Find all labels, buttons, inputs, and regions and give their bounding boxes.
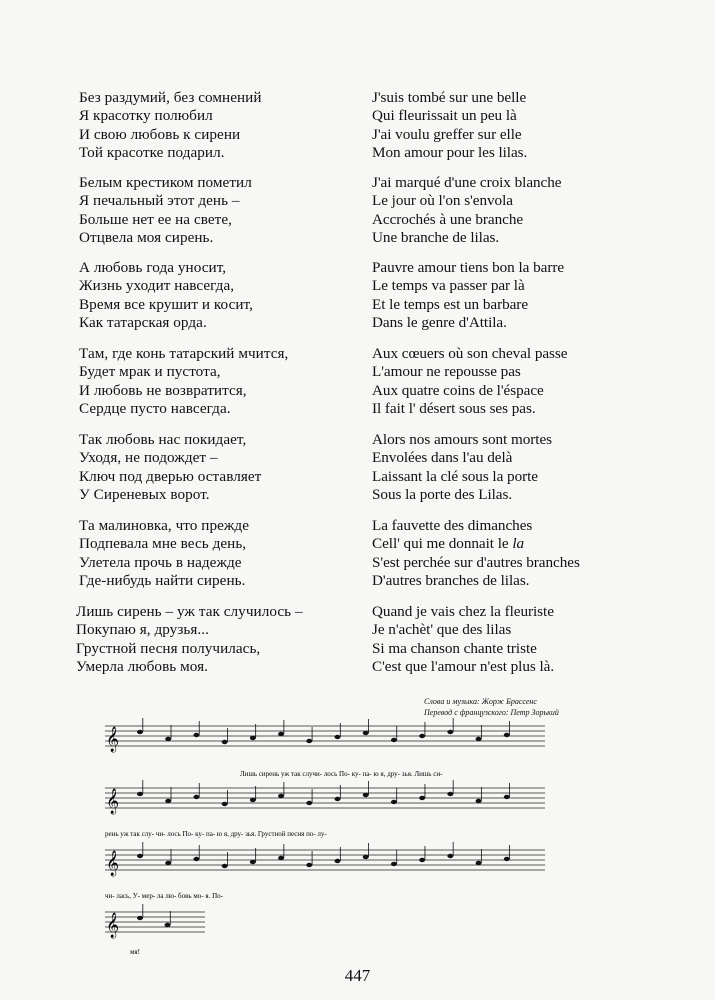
note-head <box>504 733 510 737</box>
verse-line: Покупаю я, друзья... <box>76 621 209 639</box>
verse-line: Время все крушит и косит, <box>79 295 253 313</box>
verse-line: Si ma chanson chante triste <box>372 639 537 657</box>
stanza-fr-7 <box>372 603 554 676</box>
score-lyric-line: мя! <box>130 948 140 956</box>
verse-line: Отцвела моя сирень. <box>79 228 214 246</box>
verse-line: Жизнь уходит навсегда, <box>79 277 235 295</box>
note-head <box>391 738 397 742</box>
note-head <box>306 801 312 805</box>
stanza-ru-3 <box>79 259 253 332</box>
note-head <box>193 795 199 799</box>
note-head <box>306 863 312 867</box>
verse-line: Envolées dans l'au delà <box>372 449 513 467</box>
note-head <box>165 861 171 865</box>
stanza-ru-4 <box>79 345 288 418</box>
stanza-ru-5 <box>79 431 261 504</box>
score-lyric-line: рень уж так слу- чи- лось По- ку- па- ю я, дру- зья. Грустной песня по- лу- <box>105 830 327 838</box>
verse-line: Где-нибудь найти сирень. <box>79 571 246 589</box>
verse-line: Mon amour pour les lilas. <box>372 143 528 161</box>
verse-line: Я красотку полюбил <box>79 107 213 125</box>
verse-line: Accrochés à une branche <box>372 210 524 228</box>
verse-line: J'suis tombé sur une belle <box>372 89 527 106</box>
treble-clef-icon: 𝄞 <box>106 789 120 814</box>
page-number: 447 <box>344 966 371 985</box>
verse-line: Я печальный этот день – <box>79 192 240 210</box>
verse-line: Как татарская орда. <box>79 313 207 331</box>
italic-note-name: la <box>512 535 525 553</box>
note-head <box>476 799 482 803</box>
note-head <box>165 737 171 741</box>
verse-line: C'est que l'amour n'est plus là. <box>372 657 555 675</box>
note-head <box>419 734 425 738</box>
verse-line: La fauvette des dimanches <box>372 517 533 534</box>
verse-line: Aux quatre coins de l'éspace <box>372 381 544 399</box>
verse-line: Et le temps est un barbare <box>372 295 529 313</box>
stanza-ru-1 <box>79 89 262 162</box>
stanza-ru-6 <box>79 517 249 590</box>
note-head <box>504 795 510 799</box>
note-head <box>419 858 425 862</box>
staff <box>105 904 205 938</box>
treble-clef-icon: 𝄞 <box>106 851 120 876</box>
stanza-ru-7 <box>76 603 303 676</box>
verse-line: Alors nos amours sont mortes <box>372 431 552 448</box>
verse-line: S'est perchée sur d'autres branches <box>372 553 580 571</box>
note-head <box>193 857 199 861</box>
note-head <box>335 735 341 739</box>
verse-line: Умерла любовь моя. <box>76 657 209 675</box>
verse-line: D'autres branches de lilas. <box>372 571 530 589</box>
staff <box>105 780 545 814</box>
note-head <box>306 739 312 743</box>
verse-line: Той красотке подарил. <box>79 143 225 161</box>
stanza-fr-4 <box>372 345 567 418</box>
stanza-fr-1 <box>372 89 527 162</box>
note-head <box>363 855 369 859</box>
verse-line: J'ai marqué d'une croix blanche <box>372 174 562 191</box>
note-head <box>391 800 397 804</box>
note-head <box>363 793 369 797</box>
verse-line: Sous la porte des Lilas. <box>372 485 513 503</box>
note-head <box>250 736 256 740</box>
score-lyric-line: чи- лась, У- мер- ла лю- бовь мо- я. По- <box>105 892 223 900</box>
credits-translation: Перевод с французского: Петр Зорький <box>424 708 559 717</box>
verse-line: Та малиновка, что прежде <box>79 517 249 534</box>
verse-text: Cell' qui me donnait le <box>372 535 513 553</box>
note-head <box>165 923 171 927</box>
verse-line: Грустной песня получилась, <box>76 639 261 657</box>
sheet-music <box>100 716 560 956</box>
verse-line <box>372 535 580 553</box>
treble-clef-icon: 𝄞 <box>106 727 120 752</box>
verse-line: Le temps va passer par là <box>372 277 525 295</box>
note-head <box>391 862 397 866</box>
verse-line: Без раздумий, без сомнений <box>79 89 262 106</box>
treble-clef-icon: 𝄞 <box>106 913 120 938</box>
verse-line: Une branche de lilas. <box>372 228 500 246</box>
note-head <box>447 854 453 858</box>
song-credits <box>424 696 559 718</box>
verse-line: И свою любовь к сирени <box>79 125 241 143</box>
verse-line: И любовь не возвратится, <box>79 381 247 399</box>
verse-line: Улетела прочь в надежде <box>79 553 242 571</box>
stanza-fr-2 <box>372 174 561 247</box>
stanza-ru-2 <box>79 174 252 247</box>
verse-line: L'amour ne repousse pas <box>372 363 521 381</box>
verse-line: Pauvre amour tiens bon la barre <box>372 259 565 276</box>
note-head <box>278 856 284 860</box>
note-head <box>137 730 143 734</box>
verse-line: Dans le genre d'Attila. <box>372 313 507 331</box>
verse-line: Лишь сирень – уж так случилось – <box>76 603 303 620</box>
verse-line: У Сиреневых ворот. <box>79 485 210 503</box>
note-head <box>250 798 256 802</box>
note-head <box>222 864 228 868</box>
verse-line: Подпевала мне весь день, <box>79 535 247 553</box>
note-head <box>165 799 171 803</box>
note-head <box>193 733 199 737</box>
note-head <box>137 854 143 858</box>
stanza-fr-6 <box>372 517 580 590</box>
verse-line: Laissant la clé sous la porte <box>372 467 538 485</box>
note-head <box>504 857 510 861</box>
verse-line: Так любовь нас покидает, <box>79 431 247 448</box>
verse-line: J'ai voulu greffer sur elle <box>372 125 522 143</box>
credits-words-music: Слова и музыка: Жорж Брассенс <box>424 697 537 706</box>
staff <box>105 718 545 752</box>
note-head <box>476 861 482 865</box>
verse-line: Le jour où l'on s'envola <box>372 192 513 210</box>
staff <box>105 842 545 876</box>
verse-line: Il fait l' désert sous ses pas. <box>372 399 536 417</box>
note-head <box>335 859 341 863</box>
verse-line: Там, где конь татарский мчится, <box>79 345 289 362</box>
note-head <box>335 797 341 801</box>
note-head <box>278 794 284 798</box>
note-head <box>476 737 482 741</box>
note-head <box>419 796 425 800</box>
stanza-fr-5 <box>372 431 552 504</box>
note-head <box>447 792 453 796</box>
verse-line: Будет мрак и пустота, <box>79 363 221 381</box>
note-head <box>250 860 256 864</box>
note-head <box>447 730 453 734</box>
note-head <box>222 740 228 744</box>
verse-line: Je n'achèt' que des lilas <box>372 621 512 639</box>
note-head <box>278 732 284 736</box>
verse-line: Ключ под дверью оставляет <box>79 467 262 485</box>
verse-line: Aux cœuers où son cheval passe <box>372 345 568 362</box>
verse-line: Quand je vais chez la fleuriste <box>372 603 554 620</box>
note-head <box>137 916 143 920</box>
note-head <box>363 731 369 735</box>
verse-line: Уходя, не подождет – <box>79 449 218 467</box>
stanza-fr-3 <box>372 259 564 332</box>
note-head <box>137 792 143 796</box>
verse-line: Больше нет ее на свете, <box>79 210 232 228</box>
verse-line: Белым крестиком пометил <box>79 174 252 191</box>
score-lyric-line: Лишь сирень уж так случи- лось По- ку- па- ю я, дру- зья. Лишь си- <box>240 770 443 778</box>
verse-line: Сердце пусто навсегда. <box>79 399 231 417</box>
verse-line: Qui fleurissait un peu là <box>372 107 517 125</box>
note-head <box>222 802 228 806</box>
verse-line: А любовь года уносит, <box>79 259 227 276</box>
